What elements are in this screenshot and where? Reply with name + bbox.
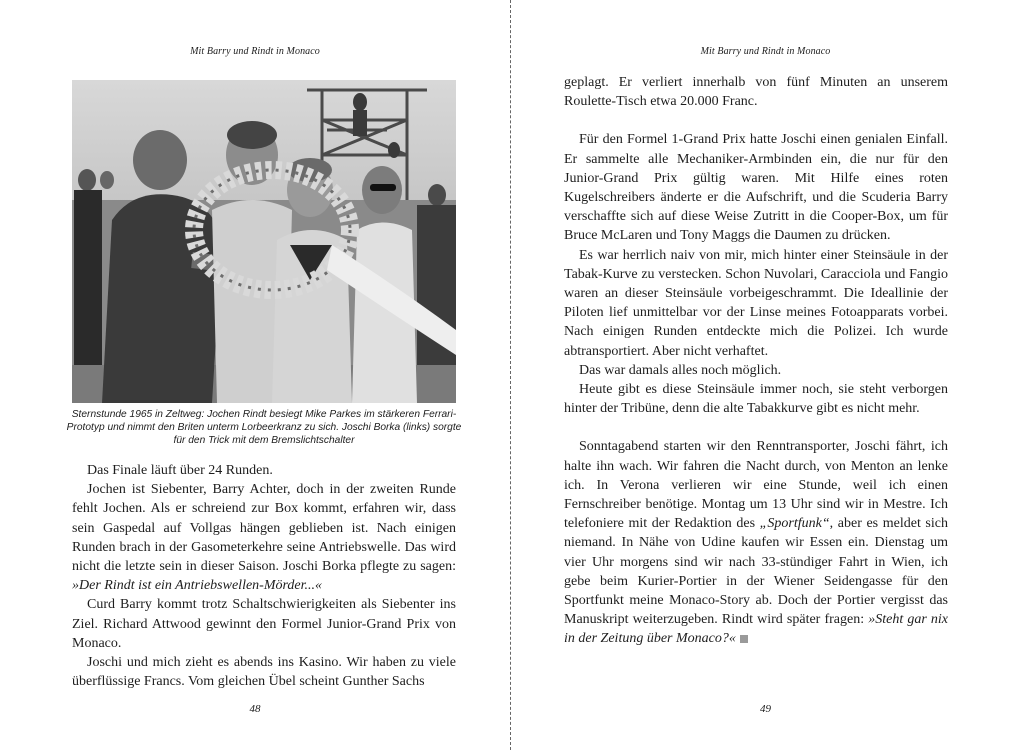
paragraph: Joschi und mich zieht es abends ins Kasino. Wir haben zu viele überflüssige Francs. Vom gleichen Übel scheint Gunther Sachs: [72, 655, 456, 690]
paragraph: Curd Barry kommt trotz Schaltschwierigkeiten als Siebenter ins Ziel. Richard Attwood gewinnt den Formel Junior-Grand Prix von Monaco.: [72, 597, 456, 651]
paragraph: [72, 480, 456, 595]
end-of-chapter-icon: [740, 635, 748, 643]
paragraph: [564, 437, 948, 648]
page-number-left: 48: [249, 703, 261, 715]
paragraph: Es war herrlich naiv von mir, mich hinter einer Steinsäule in der Tabak-Kurve zu verstecken. Schon Nuvolari, Caracciola und Fangio waren an dieser Steinsäule vorbeigeschrammt. Die Ideallinie der Piloten lief unmittelbar vor der Linse meines Fotoapparats vorbei. Nach einigen Runden entdeckte mich die Polizei. Ich wurde abtransportiert. Aber nicht verhaftet.: [564, 247, 948, 359]
right-page: [511, 0, 1020, 750]
running-head-left: Mit Barry und Rindt in Monaco: [190, 46, 320, 57]
paragraph: Für den Formel 1-Grand Prix hatte Joschi einen genialen Einfall. Er sammelte alle Mechaniker-Armbinden ein, die nur für den Junior-Grand Prix gültig waren. Mit Hilfe eines roten Kugelschreibers änderte er die Aufschrift, und die Scuderia Barry verschaffte sich auf diese Weise Zutritt in die Cooper-Box, um für Bruce McLaren und Tony Maggs die Daumen zu drücken.: [564, 132, 948, 244]
quote: »Der Rindt ist ein Antriebswellen-Mörder...«: [72, 578, 323, 594]
paragraph: Das war damals alles noch möglich.: [579, 362, 782, 378]
paragraph: geplagt. Er verliert innerhalb von fünf Minuten an unserem Roulette-Tisch etwa 20.000 Franc.: [564, 75, 948, 110]
race-photo: [72, 80, 456, 403]
publication-name: „Sportfunk“: [759, 516, 830, 532]
page-number-right: 49: [760, 703, 771, 715]
paragraph: Das Finale läuft über 24 Runden.: [87, 463, 273, 478]
paragraph-text: Jochen ist Siebenter, Barry Achter, doch in der zweiten Runde fehlt Jochen. Als er schreiend zur Box kommt, erfahren wir, dass sein Gaspedal auf Vollgas hängen geblieben ist. Nach einigen Runden brach in der Gasometerkehre seine Antriebswelle. Das wird nicht die letzte sein in dieser Saison. Joschi Borka pflegte zu sagen:: [72, 482, 456, 575]
running-head-right: Mit Barry und Rindt in Monaco: [700, 46, 831, 57]
race-photo-illustration: [72, 80, 456, 403]
paragraph: Heute gibt es diese Steinsäule immer noch, sie steht verborgen hinter der Tribüne, denn die alte Tabakkurve gibt es nicht mehr.: [564, 382, 948, 417]
quote: »Steht gar nix in der Zeitung über Monaco?«: [564, 612, 949, 647]
right-body-text: [564, 73, 948, 649]
photo-caption: Sternstunde 1965 in Zeltweg: Jochen Rindt besiegt Mike Parkes im stärkeren Ferrari-Prototyp und nimmt den Briten unterm Lorbeerkranz zu sich. Joschi Borka (links) sorgte für den Trick mit dem Bremslichtschalter: [66, 409, 462, 446]
left-body-text: [72, 461, 456, 691]
paragraph-text: , aber es meldet sich niemand. In Nähe von Udine kaufen wir Essen ein. Dienstag um vier Uhr morgens sind wir nach 33-stündiger Fahrt in Wien, ich gebe beim Kurier-Portier in der Wiener Seidengasse für den Sportfunkt meine Monaco-Story ab. Doch der Portier vergisst das Manuskript weiterzugeben. Rindt wird später fragen:: [564, 516, 948, 628]
paragraph-text: Sonntagabend starten wir den Renntransporter, Joschi fährt, ich halte ihn wach. Wir fahren die Nacht durch, von Menton an lenke ich. In Verona verlieren wir eine Stunde, weil ich einen Fernschreiber benötige. Montag um 13 Uhr sind wir in Mestre. Ich telefoniere mit der Redaktion des: [564, 439, 948, 532]
